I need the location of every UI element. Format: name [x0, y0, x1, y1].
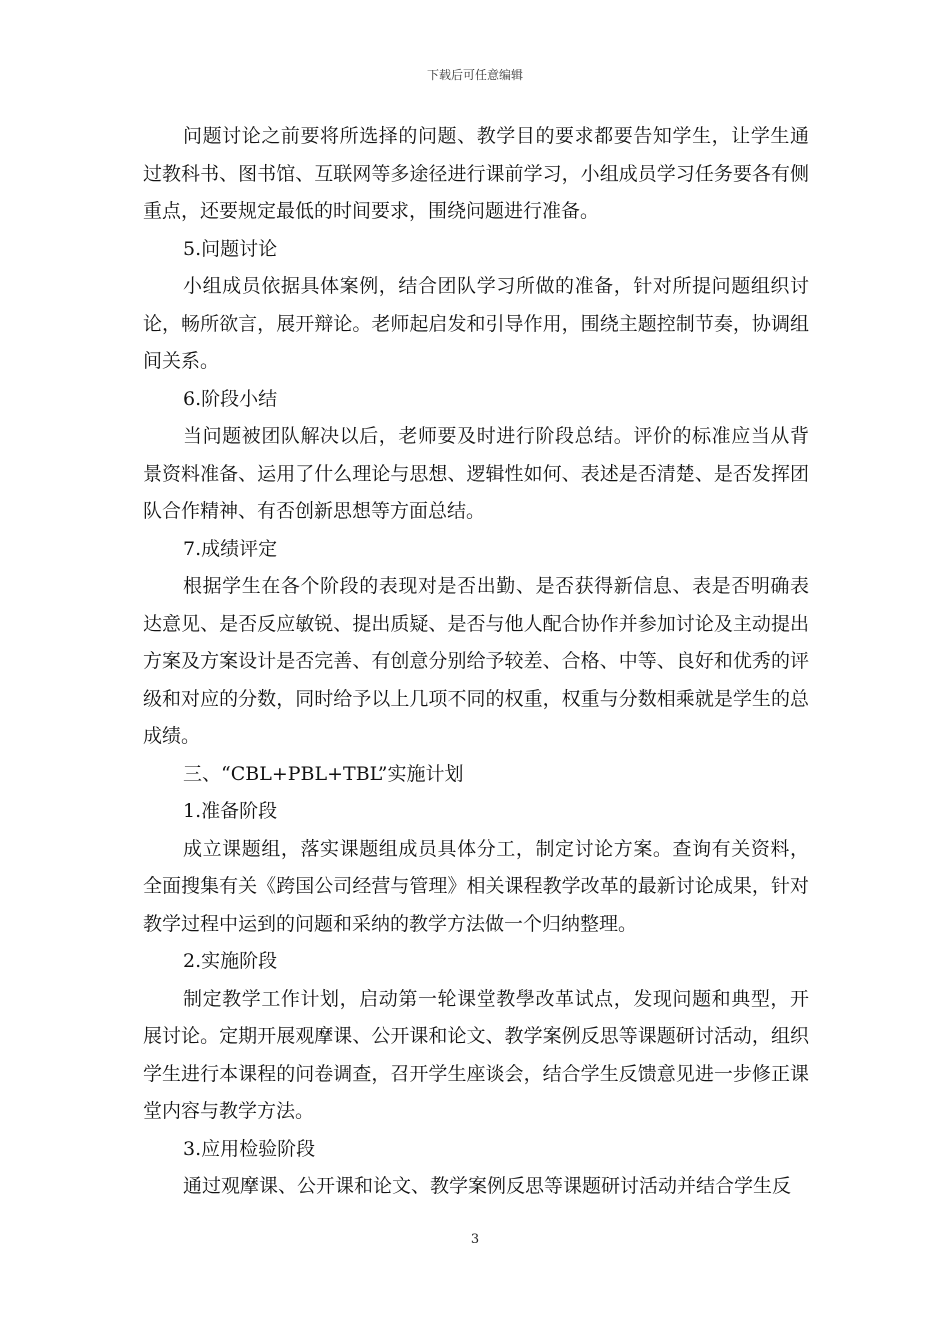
paragraph-stage-summary: 当问题被团队解决以后，老师要及时进行阶段总结。评价的标准应当从背景资料准备、运用了什么理论与思想、逻辑性如何、表述是否清楚、是否发挥团队合作精神、有否创新思想等方面总结。 — [143, 425, 809, 522]
paragraph-application-stage: 通过观摩课、公开课和论文、教学案例反思等课题研讨活动并结合学生反 — [183, 1175, 792, 1197]
paragraph-implementation-stage: 制定教学工作计划，启动第一轮课堂教學改革试点，发现问题和典型，开展讨论。定期开展观摩课、公开课和论文、教学案例反思等课题研讨活动，组织学生进行本课程的问卷调查，召开学生座谈会，结合学生反馈意见进一步修正课堂内容与教学方法。 — [143, 987, 809, 1122]
page-header: 下载后可任意编辑 — [426, 68, 523, 82]
paragraph-problem-discussion: 小组成员依据具体案例，结合团队学习所做的准备，针对所提问题组织讨论，畅所欲言，展开辩论。老师起启发和引导作用，围绕主题控制节奏，协调组间关系。 — [143, 275, 809, 372]
body-text — [143, 118, 809, 1206]
heading-stage-summary: 6.阶段小结 — [183, 387, 278, 410]
heading-application-stage: 3.应用检验阶段 — [183, 1137, 316, 1160]
section-heading-implementation-plan: 三、“CBL+PBL+TBL”实施计划 — [183, 762, 464, 785]
heading-problem-discussion: 5.问题讨论 — [183, 237, 278, 260]
paragraph-preparation-stage: 成立课题组，落实课题组成员具体分工，制定讨论方案。查询有关资料，全面搜集有关《跨国公司经营与管理》相关课程教学改革的最新讨论成果，针对教学过程中运到的问题和采纳的教学方法做一个归纳整理。 — [143, 837, 809, 935]
heading-grade-assessment: 7.成绩评定 — [183, 537, 278, 560]
heading-preparation-stage: 1.准备阶段 — [183, 800, 278, 822]
paragraph-grade-assessment: 根据学生在各个阶段的表现对是否出勤、是否获得新信息、表是否明确表达意见、是否反应敏锐、提出质疑、是否与他人配合协作并参加讨论及主动提出方案及方案设计是否完善、有创意分别给予较差、合格、中等、良好和优秀的评级和对应的分数，同时给予以上几项不同的权重，权重与分数相乘就是学生的总成绩。 — [143, 575, 809, 747]
paragraph-discussion-prep: 问题讨论之前要将所选择的问题、教学目的要求都要告知学生，让学生通过教科书、图书馆、互联网等多途径进行课前学习，小组成员学习任务要各有侧重点，还要规定最低的时间要求，围绕问题进行准备。 — [143, 125, 809, 222]
page-number: 3 — [470, 1232, 480, 1247]
heading-implementation-stage: 2.实施阶段 — [183, 950, 278, 972]
